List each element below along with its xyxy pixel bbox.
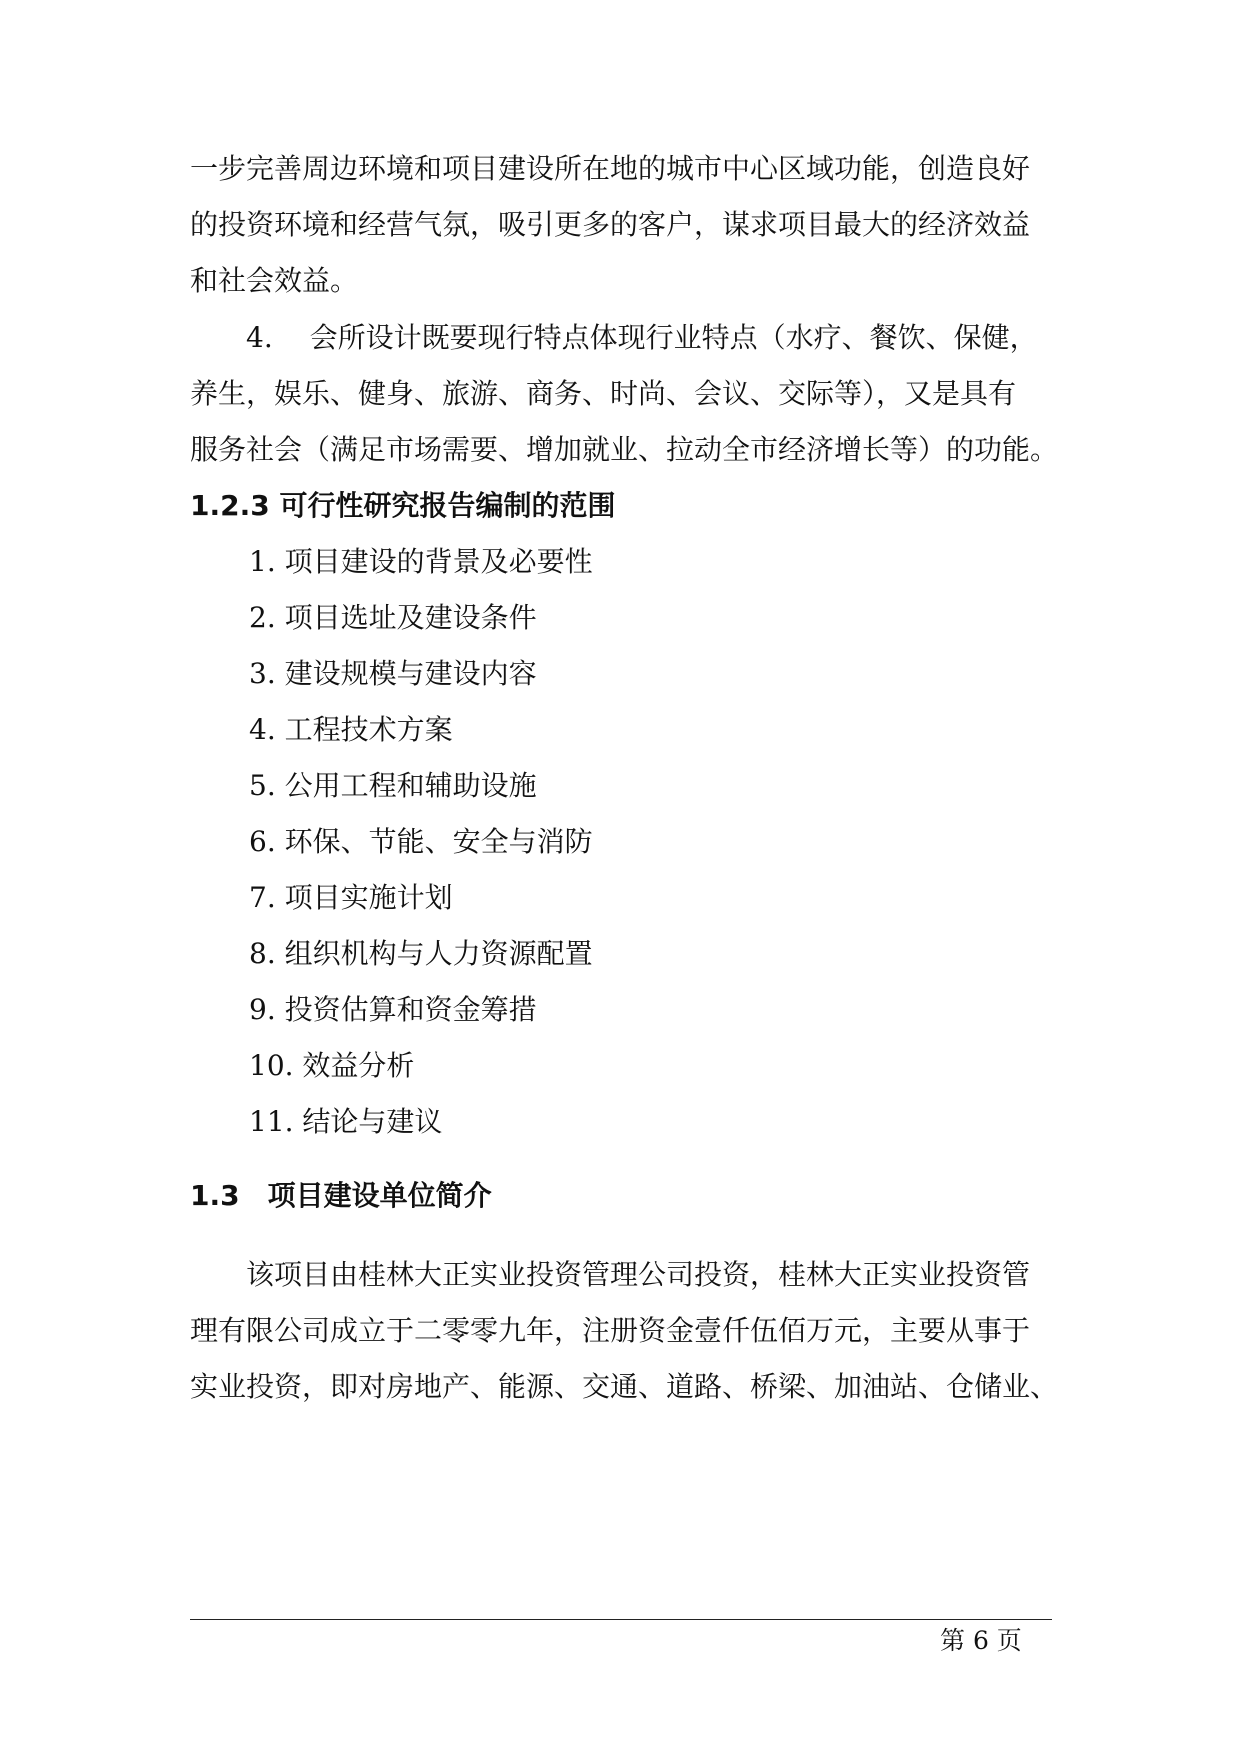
list-item: 7. 项目实施计划 [249,881,453,914]
list-item: 6. 环保、节能、安全与消防 [249,825,593,858]
body-text-line: 服务社会（满足市场需要、增加就业、拉动全市经济增长等）的功能。 [190,433,1059,466]
list-item: 9. 投资估算和资金筹措 [249,993,537,1026]
section-heading: 1.2.3 可行性研究报告编制的范围 [190,489,616,522]
body-text-line: 理有限公司成立于二零零九年，注册资金壹仟伍佰万元，主要从事于 [190,1314,1031,1347]
footer-divider [190,1619,1052,1620]
list-item: 3. 建设规模与建设内容 [249,657,537,690]
list-item: 2. 项目选址及建设条件 [249,601,537,634]
body-text-line: 一步完善周边环境和项目建设所在地的城市中心区域功能，创造良好 [190,152,1031,185]
body-text-line: 和社会效益。 [190,264,359,297]
section-heading: 1.3 项目建设单位简介 [190,1179,492,1212]
list-item: 1. 项目建设的背景及必要性 [249,545,593,578]
body-text-line: 4. 会所设计既要现行特点体现行业特点（水疗、餐饮、保健， [246,321,1038,354]
page-number: 第 6 页 [940,1626,1022,1655]
list-item: 11. 结论与建议 [249,1105,443,1138]
body-text-line: 实业投资，即对房地产、能源、交通、道路、桥梁、加油站、仓储业、 [190,1370,1059,1403]
list-item: 4. 工程技术方案 [249,713,453,746]
list-item: 5. 公用工程和辅助设施 [249,769,537,802]
list-item: 8. 组织机构与人力资源配置 [249,937,593,970]
body-text-line: 的投资环境和经营气氛，吸引更多的客户，谋求项目最大的经济效益 [190,208,1031,241]
list-item: 10. 效益分析 [249,1049,415,1082]
body-text-line: 该项目由桂林大正实业投资管理公司投资，桂林大正实业投资管 [246,1258,1031,1291]
body-text-line: 养生，娱乐、健身、旅游、商务、时尚、会议、交际等），又是具有 [190,377,1017,410]
